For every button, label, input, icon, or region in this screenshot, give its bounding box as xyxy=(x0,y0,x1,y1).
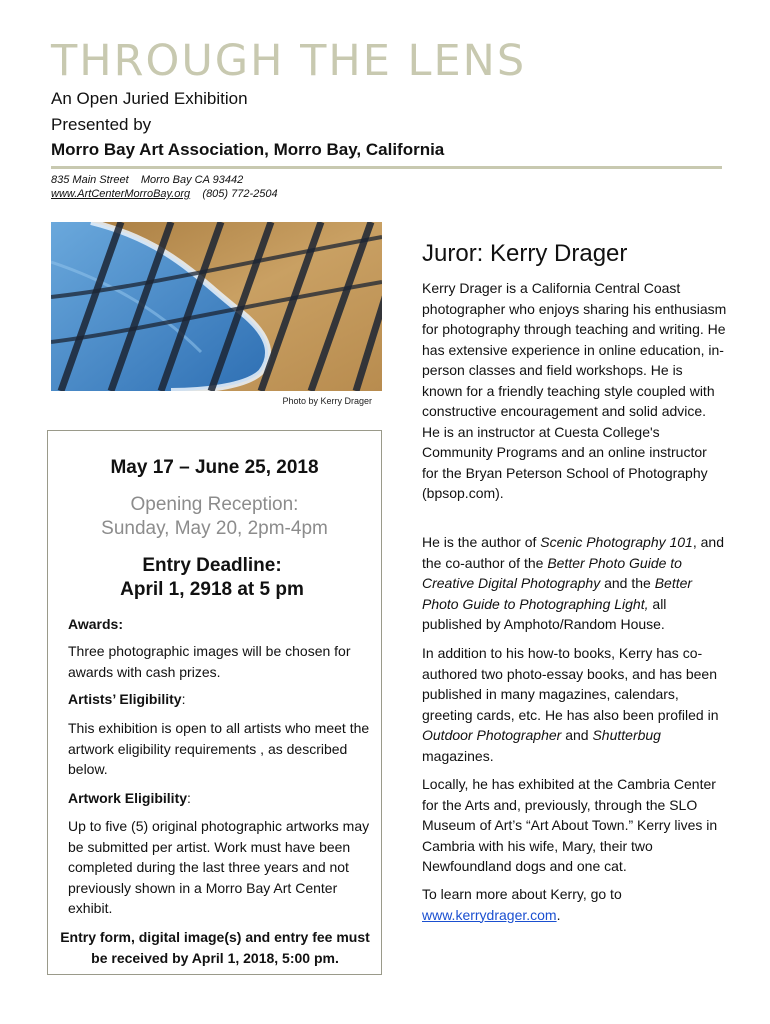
subtitle-exhibition: An Open Juried Exhibition xyxy=(51,89,248,108)
artwork-heading: Artwork Eligibility xyxy=(68,790,188,806)
magazine-title: Shutterbug xyxy=(592,727,661,743)
juror-books-paragraph: He is the author of Scenic Photography 101, and the co-author of the Better Photo Guide to Creative Digital Photography and the Better Photo Guide to Photographing Light, all published by Amphoto/Random House. xyxy=(422,534,724,632)
artwork-text: Up to five (5) original photographic artworks may be submitted per artist. Work must have been completed during the last three years and not previously shown in a Morro Bay Art Center exhibit. xyxy=(68,818,370,916)
contact-line xyxy=(51,188,278,200)
awards-text: Three photographic images will be chosen for awards with cash prizes. xyxy=(68,643,351,680)
juror-link-paragraph: To learn more about Kerry, go to www.kerrydrager.com. xyxy=(422,886,622,923)
exhibition-dates: May 17 – June 25, 2018 xyxy=(110,457,319,478)
subtitle-organization: Morro Bay Art Association, Morro Bay, California xyxy=(51,140,445,159)
page-title: THROUGH THE LENS xyxy=(51,36,527,86)
photo-caption: Photo by Kerry Drager xyxy=(282,396,372,406)
reception-date: Sunday, May 20, 2pm-4pm xyxy=(101,518,328,539)
header-divider xyxy=(51,166,722,169)
magazine-title: Outdoor Photographer xyxy=(422,727,562,743)
eligibility-heading: Artists’ Eligibility xyxy=(68,691,182,707)
artwork-heading-row: Artwork Eligibility: xyxy=(68,790,191,806)
opening-reception xyxy=(47,493,382,541)
book-title: Better Photo Guide to Creative Digital Photography xyxy=(422,554,682,591)
entry-requirements: Entry form, digital image(s) and entry fee must be received by April 1, 2018, 5:00 pm. xyxy=(60,929,370,966)
subtitle-presented-by: Presented by xyxy=(51,115,152,134)
deadline-date: April 1, 2918 at 5 pm xyxy=(120,579,304,600)
juror-local-paragraph: Locally, he has exhibited at the Cambria Center for the Arts and, previously, through the SLO Museum of Art’s “Art About Town.” Kerry lives in Cambria with his wife, Mary, their two Newfoundland dogs and one cat. xyxy=(422,776,718,874)
eligibility-text: This exhibition is open to all artists who meet the artwork eligibility requirements , as described below. xyxy=(68,720,370,777)
eligibility-heading-row: Artists’ Eligibility: xyxy=(68,691,186,707)
juror-bio-paragraph: Kerry Drager is a California Central Coast photographer who enjoys sharing his enthusiasm for photography through teaching and writing. He has extensive experience in online education, in-person classes and field workshops. He is known for a friendly teaching style coupled with constructive encouragement and solid advice. He is an instructor at Cuesta College's Community Programs and an online instructor for the Bryan Peterson School of Photography (bpsop.com). xyxy=(422,280,727,501)
juror-publications-paragraph: In addition to his how-to books, Kerry has co-authored two photo-essay books, and has been published in many magazines, calendars, greeting cards, etc. He has also been profiled in Outdoor Photographer and Shutterbug magazines. xyxy=(422,645,719,764)
contact-phone: (805) 772-2504 xyxy=(202,188,278,200)
juror-website-link[interactable]: www.kerrydrager.com xyxy=(422,906,557,923)
featured-photo xyxy=(51,222,382,391)
book-title: Scenic Photography 101 xyxy=(540,534,693,550)
reception-label: Opening Reception: xyxy=(130,494,299,515)
contact-address: 835 Main Street Morro Bay CA 93442 xyxy=(51,174,244,186)
awards-heading: Awards: xyxy=(68,616,123,632)
juror-heading: Juror: Kerry Drager xyxy=(422,240,628,267)
book-title: Better Photo Guide to Photographing Light, xyxy=(422,575,693,612)
deadline-label: Entry Deadline: xyxy=(142,555,282,576)
entry-deadline xyxy=(47,554,377,602)
website-link[interactable]: www.ArtCenterMorroBay.org xyxy=(51,188,191,200)
